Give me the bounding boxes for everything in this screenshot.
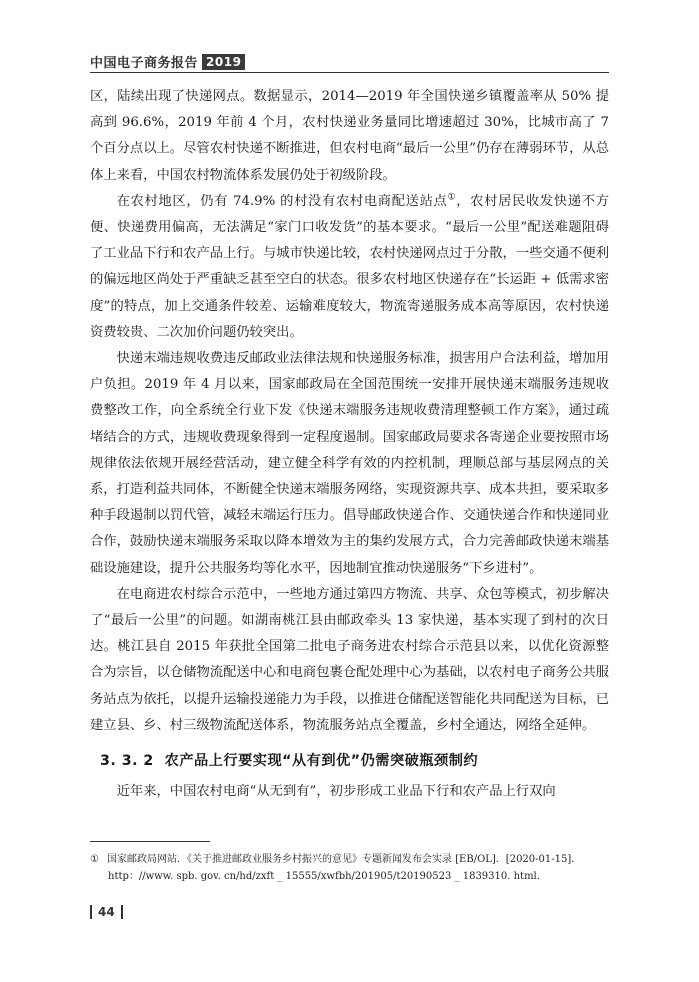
footnote-text: 国家邮政局网站．《关于推进邮政业服务乡村振兴的意见》专题新闻发布会实录 [EB/OL]．[2020-01-15]．: [106, 854, 582, 865]
footnote-marker: ①: [90, 854, 99, 865]
section-number: 3. 3. 2: [100, 753, 154, 770]
report-title: 中国电子商务报告: [90, 56, 199, 71]
running-header: [90, 52, 245, 71]
paragraph: 近年来，中国农村电商“从无到有”，初步形成工业品下行和农产品上行双向: [116, 784, 556, 800]
section-heading: [90, 750, 609, 770]
paragraph: [90, 189, 609, 346]
footnote-reference: ①: [447, 192, 457, 203]
paragraph: 在电商进农村综合示范中，一些地方通过第四方物流、共享、众包等模式，初步解决了“最后一公里”的问题。如湖南桃江县由邮政牵头 13 家快递，基本实现了到村的次日达。桃江县自 2015 年获批全国第二批电子商务进农村综合示范县以来，以优化资源整合为宗旨，以仓储物流配送中心和电商包裹仓配处理中心为基础，以农村电子商务公共服务站点为依托，以提升运输投递能力为手段，以推进仓储配送智能化共同配送为目标，已建立县、乡、村三级物流配送体系，物流服务站点全覆盖，乡村全通达，网络全延伸。: [90, 586, 609, 733]
page-number: 44: [90, 905, 123, 919]
header-divider: [90, 72, 609, 73]
paragraph-continued: 区，陆续出现了快递网点。数据显示，2014—2019 年全国快递乡镇覆盖率从 50% 提高到 96.6%，2019 年前 4 个月，农村快递业务量同比增速超过 30%，比城市高了 7 个百分点以上。尽管农村快递不断推进，但农村电商“最后一公里”仍存在薄弱环节，从总体上来看，中国农村物流体系发展仍处于初级阶段。: [90, 89, 609, 183]
paragraph-text: ，农村居民收发快递不方便、快递费用偏高，无法满足“家门口收发货”的基本要求。“最后一公里”配送难题阻碍了工业品下行和农产品上行。与城市快递比较，农村快递网点过于分散，一些交通不便利的偏远地区尚处于严重缺乏甚至空白的状态。很多农村地区快递存在“长运距 + 低需求密度”的特点，加上交通条件较差、运输难度较大，物流寄递服务成本高等原因，农村快递资费较贵、二次加价问题仍较突出。: [90, 193, 609, 340]
footnote-url: http：//www. spb. gov. cn/hd/zxft _ 15555/xwfbh/201905/t20190523 _ 1839310. html.: [108, 871, 540, 882]
body-text: [90, 84, 609, 805]
section-title: 农产品上行要实现“从有到优”仍需突破瓶颈制约: [164, 753, 479, 770]
footnote-divider: [90, 841, 210, 842]
footnote: [90, 851, 610, 885]
report-year: 2019: [202, 54, 245, 70]
paragraph-text: 在农村地区，仍有 74.9% 的村没有农村电商配送站点: [116, 193, 448, 209]
paragraph: 快递末端违规收费违反邮政业法律法规和快递服务标准，损害用户合法利益，增加用户负担。2019 年 4 月以来，国家邮政局在全国范围统一安排开展快递末端服务违规收费整改工作，向全系统全行业下发《快递末端服务违规收费清理整顿工作方案》，通过疏堵结合的方式，违规收费现象得到一定程度遏制。国家邮政局要求各寄递企业要按照市场规律依法依规开展经营活动，建立健全科学有效的内控机制，理顺总部与基层网点的关系，打造利益共同体，不断健全快递末端服务网络，实现资源共享、成本共担，要采取多种手段遏制以罚代管，减轻末端运行压力。倡导邮政快递合作、交通快递合作和快递同业合作，鼓励快递末端服务采取以降本增效为主的集约发展方式，合力完善邮政快递末端基础设施建设，提升公共服务均等化水平，因地制宜推动快递服务“下乡进村”。: [90, 351, 609, 576]
